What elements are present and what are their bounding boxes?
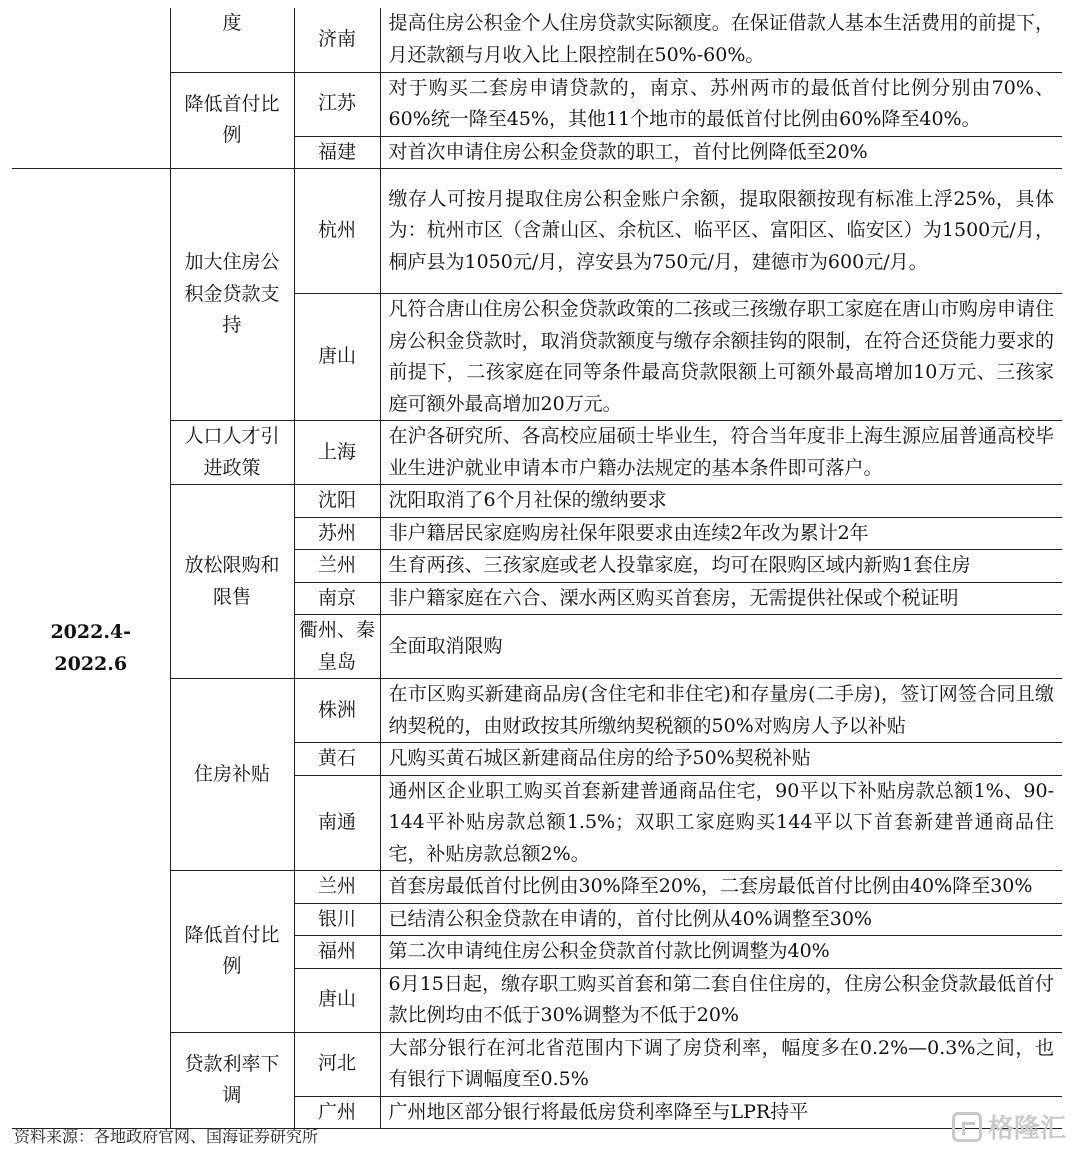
category-cell: 放松限购和限售 [170, 485, 294, 679]
policy-text-cell: 提高住房公积金个人住房贷款实际额度。在保证借款人基本生活费用的前提下，月还款额与月收入比上限控制在50%-60%。 [380, 8, 1062, 72]
table-row [12, 679, 1062, 743]
city-cell: 上海 [294, 421, 380, 485]
city-cell: 济南 [294, 8, 380, 72]
category-cell: 贷款利率下调 [170, 1032, 294, 1129]
policy-text-cell: 缴存人可按月提取住房公积金账户余额，提取限额按现有标准上浮25%，具体为：杭州市区（含萧山区、余杭区、临平区、富阳区、临安区）为1500元/月，桐庐县为1050元/月，淳安县为750元/月，建德市为600元/月。 [380, 169, 1062, 294]
city-cell: 唐山 [294, 968, 380, 1032]
policy-text-cell: 对于购买二套房申请贷款的，南京、苏州两市的最低首付比例分别由70%、60%统一降至45%，其他11个地市的最低首付比例由60%降至40%。 [380, 72, 1062, 136]
city-cell: 福州 [294, 936, 380, 969]
city-cell: 福建 [294, 136, 380, 169]
category-cell: 降低首付比例 [170, 72, 294, 169]
policy-text-cell: 已结清公积金贷款在申请的，首付比例从40%调整至30% [380, 903, 1062, 936]
city-cell: 黄石 [294, 743, 380, 776]
city-cell: 南通 [294, 775, 380, 871]
city-cell: 兰州 [294, 871, 380, 904]
policy-text-cell: 生育两孩、三孩家庭或老人投靠家庭，均可在限购区域内新购1套住房 [380, 550, 1062, 583]
policy-text-cell: 在沪各研究所、各高校应届硕士毕业生，符合当年度非上海生源应届普通高校毕业生进沪就业申请本市户籍办法规定的基本条件即可落户。 [380, 421, 1062, 485]
city-cell: 南京 [294, 582, 380, 615]
city-cell: 唐山 [294, 294, 380, 421]
policy-text-cell: 沈阳取消了6个月社保的缴纳要求 [380, 485, 1062, 518]
city-cell: 兰州 [294, 550, 380, 583]
policy-table [12, 8, 1062, 1129]
period-cell-empty [12, 8, 170, 169]
policy-text-cell: 广州地区部分银行将最低房贷利率降至与LPR持平 [380, 1096, 1062, 1129]
category-cell: 降低首付比例 [170, 871, 294, 1033]
policy-text-cell: 通州区企业职工购买首套新建普通商品住宅，90平以下补贴房款总额1%、90-144平补贴房款总额1.5%；双职工家庭购买144平以下首套新建普通商品住宅，补贴房款总额2%。 [380, 775, 1062, 871]
table-row [12, 421, 1062, 485]
city-cell: 沈阳 [294, 485, 380, 518]
table-row [12, 871, 1062, 904]
source-note: 资料来源：各地政府官网、国海证券研究所 [14, 1127, 319, 1146]
policy-text-cell: 第二次申请纯住房公积金贷款首付款比例调整为40% [380, 936, 1062, 969]
city-cell: 杭州 [294, 169, 380, 294]
city-cell: 银川 [294, 903, 380, 936]
policy-text-cell: 首套房最低首付比例由30%降至20%，二套房最低首付比例由40%降至30% [380, 871, 1062, 904]
policy-text-cell: 大部分银行在河北省范围内下调了房贷利率，幅度多在0.2%—0.3%之间，也有银行下调幅度至0.5% [380, 1032, 1062, 1096]
period-cell: 2022.4-2022.6 [12, 169, 170, 1129]
policy-text-cell: 凡符合唐山住房公积金贷款政策的二孩或三孩缴存职工家庭在唐山市购房申请住房公积金贷款时，取消贷款额度与缴存余额挂钩的限制，在符合还贷能力要求的前提下，二孩家庭在同等条件最高贷款限额上可额外最高增加10万元、三孩家庭可额外最高增加20万元。 [380, 294, 1062, 421]
city-cell: 苏州 [294, 517, 380, 550]
table-row [12, 169, 1062, 294]
city-cell: 江苏 [294, 72, 380, 136]
table-row [12, 485, 1062, 518]
city-cell: 河北 [294, 1032, 380, 1096]
category-cell: 加大住房公积金贷款支持 [170, 169, 294, 421]
policy-text-cell: 非户籍居民家庭购房社保年限要求由连续2年改为累计2年 [380, 517, 1062, 550]
city-cell: 株洲 [294, 679, 380, 743]
category-cell: 人口人才引进政策 [170, 421, 294, 485]
policy-text-cell: 6月15日起，缴存职工购买首套和第二套自住住房的，住房公积金贷款最低首付款比例均由不低于30%调整为不低于20% [380, 968, 1062, 1032]
policy-text-cell: 凡购买黄石城区新建商品住房的给予50%契税补贴 [380, 743, 1062, 776]
city-cell: 衢州、秦皇岛 [294, 615, 380, 679]
category-cell: 度 [170, 8, 294, 72]
table-row [12, 72, 1062, 136]
policy-text-cell: 对首次申请住房公积金贷款的职工，首付比例降低至20% [380, 136, 1062, 169]
policy-text-cell: 在市区购买新建商品房(含住宅和非住宅)和存量房(二手房)，签订网签合同且缴纳契税的，由财政按其所缴纳契税额的50%对购房人予以补贴 [380, 679, 1062, 743]
gelonghui-logo-icon [952, 1112, 982, 1142]
watermark-text: 格隆汇 [987, 1114, 1066, 1144]
watermark [952, 1108, 1066, 1145]
category-cell: 住房补贴 [170, 679, 294, 871]
policy-text-cell: 非户籍家庭在六合、溧水两区购买首套房，无需提供社保或个税证明 [380, 582, 1062, 615]
table-row [12, 1032, 1062, 1096]
policy-table-document [12, 8, 1062, 1129]
policy-text-cell: 全面取消限购 [380, 615, 1062, 679]
city-cell: 广州 [294, 1096, 380, 1129]
table-row [12, 8, 1062, 72]
